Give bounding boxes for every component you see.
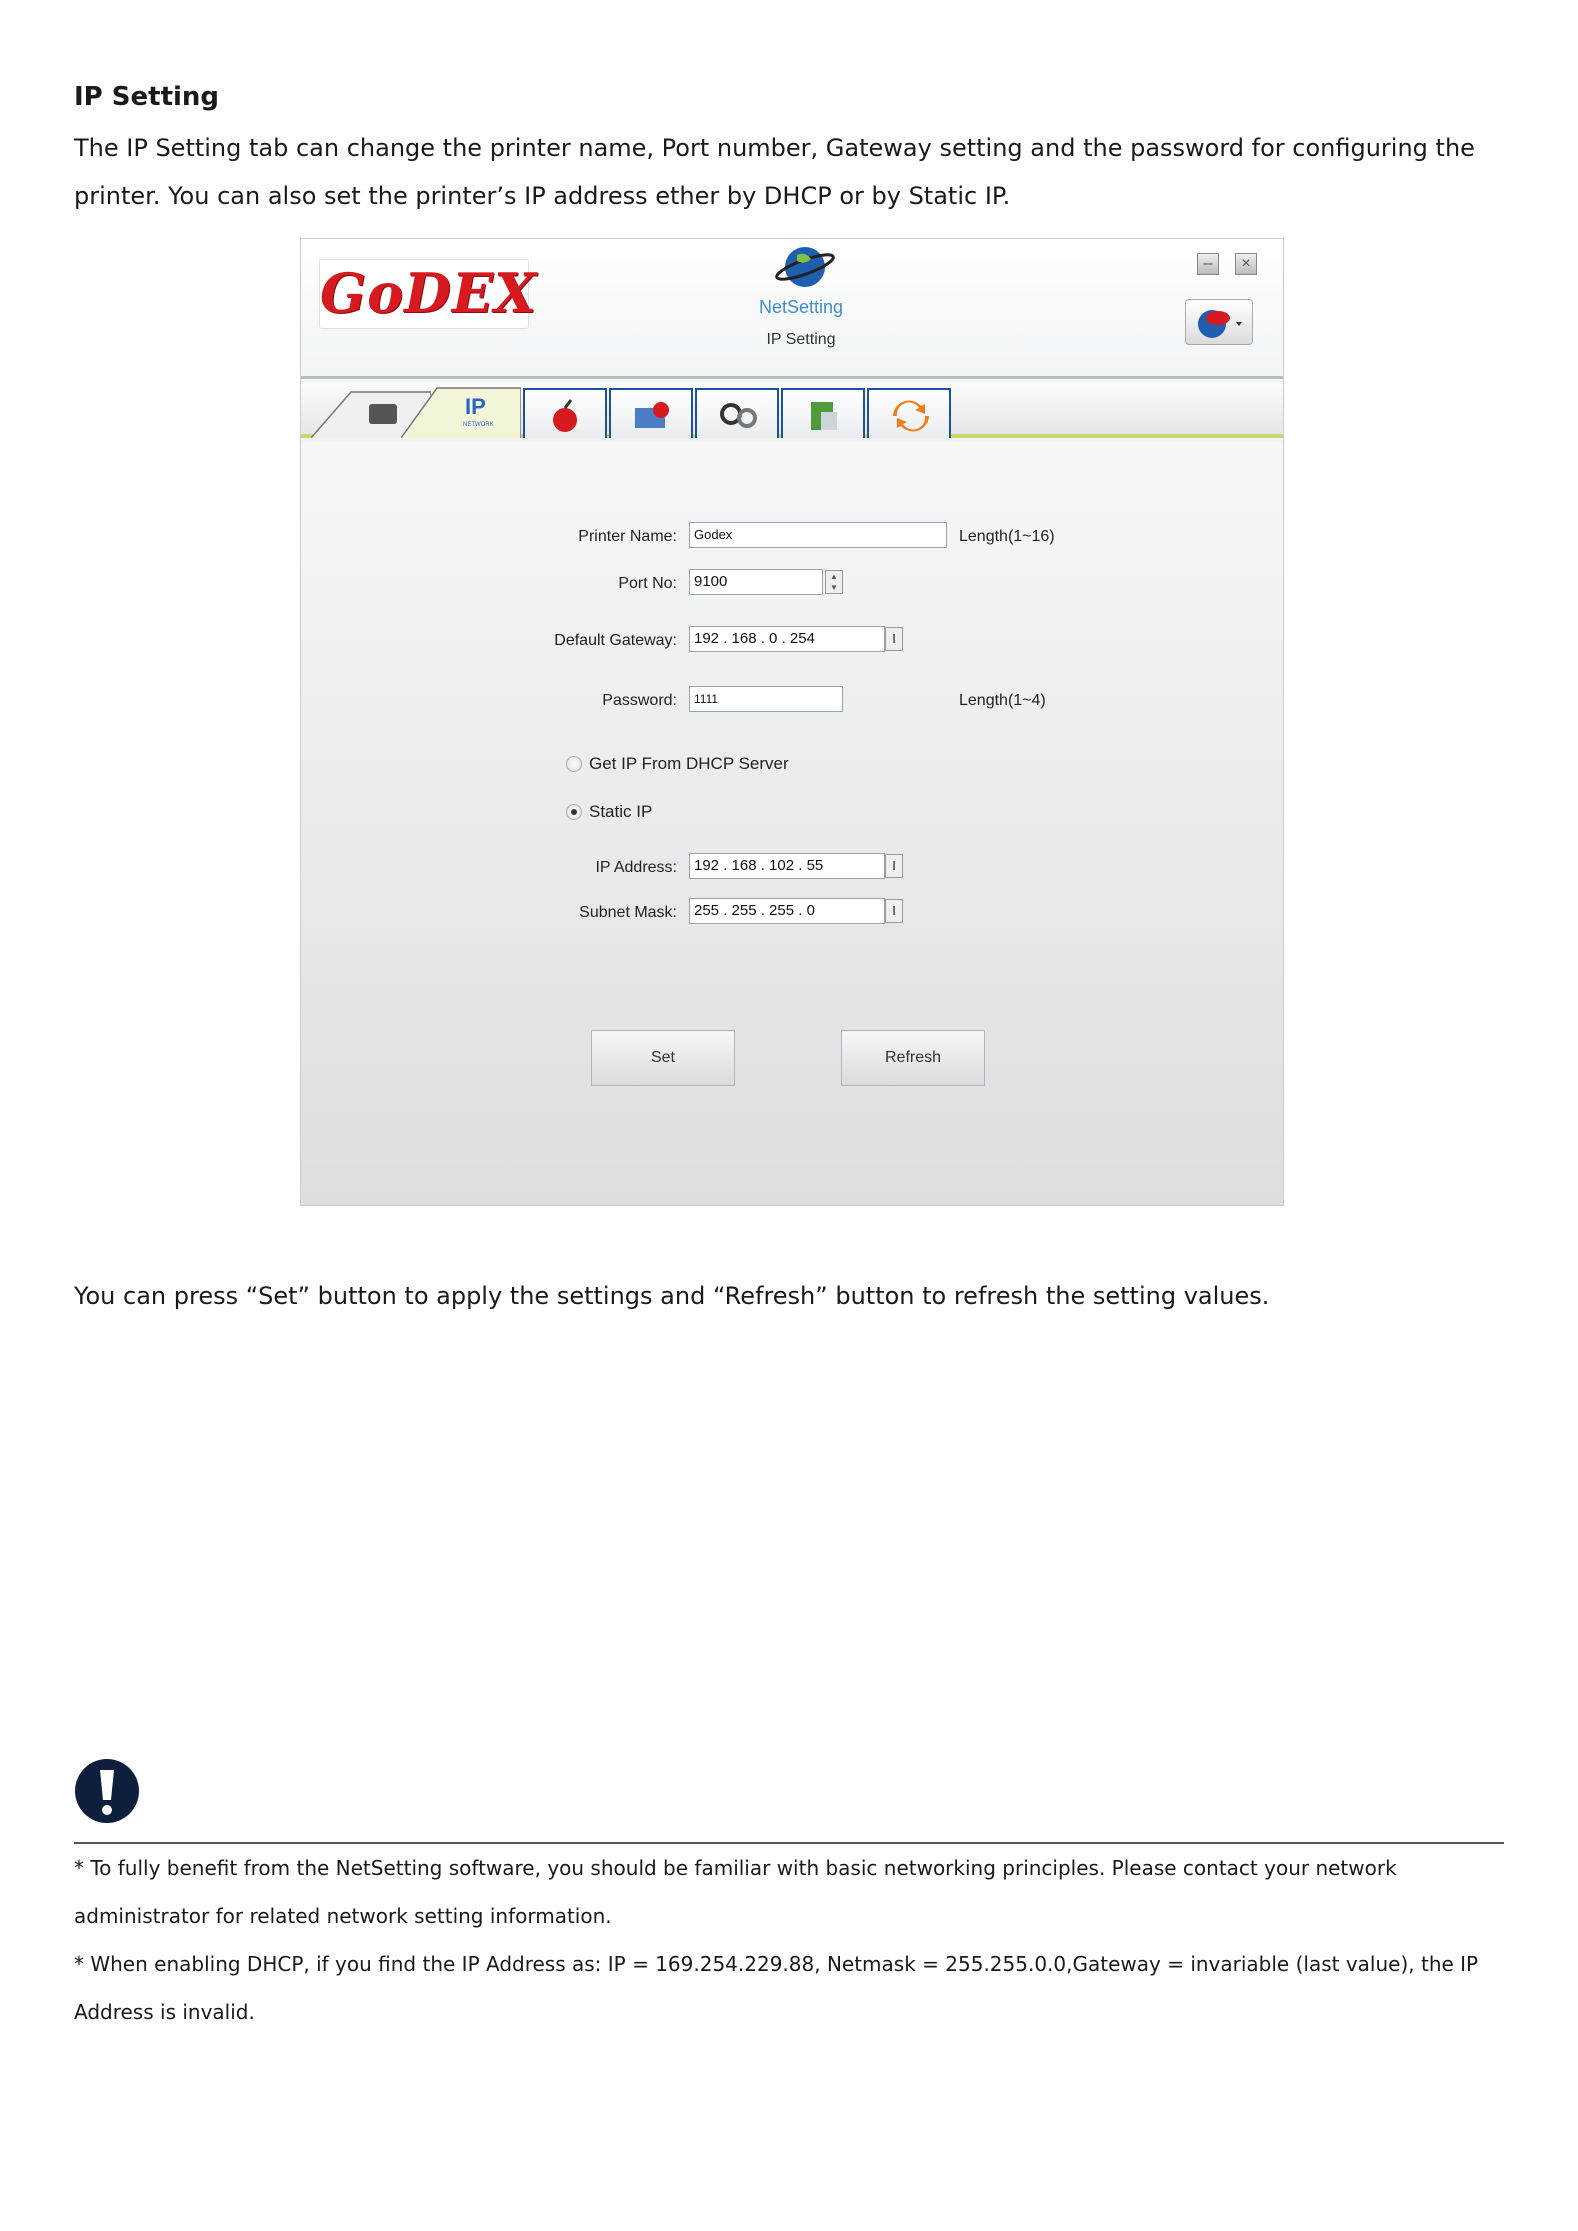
tab-alert[interactable]: [523, 388, 607, 438]
gateway-input[interactable]: 192 . 168 . 0 . 254: [689, 626, 885, 652]
password-hint: Length(1~4): [959, 692, 1046, 709]
dhcp-radio-label: Get IP From DHCP Server: [589, 754, 789, 773]
godex-logo: GoDEX: [319, 259, 529, 329]
ip-address-button[interactable]: I: [885, 854, 903, 878]
refresh-button[interactable]: Refresh: [841, 1030, 985, 1086]
svg-text:NETWORK: NETWORK: [463, 422, 494, 428]
dhcp-radio[interactable]: [566, 756, 582, 772]
netsetting-globe-icon: [771, 243, 839, 293]
section-heading: IP Setting: [74, 82, 220, 112]
intro-paragraph: The IP Setting tab can change the printer name, Port number, Gateway setting and the password for configuring the printer. You can also set the printer’s IP address ether by DHCP or by Static IP.: [74, 134, 1475, 210]
static-ip-radio[interactable]: [566, 804, 582, 820]
note-networking: * To fully benefit from the NetSetting software, you should be familiar with basic networking principles. Please contact your network administrator for related network setting information.: [74, 1856, 1397, 1928]
static-ip-radio-label: Static IP: [589, 802, 653, 821]
set-refresh-paragraph: You can press “Set” button to apply the settings and “Refresh” button to refresh the setting values.: [74, 1282, 1270, 1310]
subnet-mask-input[interactable]: 255 . 255 . 255 . 0: [689, 898, 885, 924]
svg-text:IP: IP: [465, 394, 486, 419]
language-globe-icon: [1186, 300, 1252, 344]
ip-setting-panel: [301, 442, 1283, 1206]
exclamation-note-icon: [74, 1758, 140, 1824]
app-name: NetSetting: [758, 297, 844, 317]
file-icon: [805, 398, 845, 434]
gateway-ip-button[interactable]: I: [885, 627, 903, 651]
window-header: [301, 239, 1283, 379]
gateway-label: Default Gateway:: [554, 632, 677, 649]
password-label: Password:: [602, 692, 677, 709]
ip-address-input[interactable]: 192 . 168 . 102 . 55: [689, 853, 885, 879]
refresh-arrows-icon: [891, 398, 931, 434]
tab-ip[interactable]: [401, 384, 521, 438]
printer-name-label: Printer Name:: [578, 528, 677, 545]
set-button[interactable]: Set: [591, 1030, 735, 1086]
minimize-button[interactable]: –: [1197, 253, 1219, 275]
tools-icon: [719, 398, 759, 434]
ip-address-label: IP Address:: [595, 859, 677, 876]
page-title: IP Setting: [766, 331, 836, 348]
subnet-mask-button[interactable]: I: [885, 899, 903, 923]
subnet-mask-label: Subnet Mask:: [579, 904, 677, 921]
port-stepper[interactable]: ▲ ▼: [825, 570, 843, 594]
printer-name-hint: Length(1~16): [959, 528, 1055, 545]
tab-bar: [301, 382, 1283, 438]
tab-mail[interactable]: [609, 388, 693, 438]
tab-file[interactable]: [781, 388, 865, 438]
language-button[interactable]: [1185, 299, 1253, 345]
netsetting-window: [300, 238, 1284, 1206]
port-label: Port No:: [618, 575, 677, 592]
mail-alert-icon: [633, 398, 673, 434]
close-button[interactable]: ×: [1235, 253, 1257, 275]
password-input[interactable]: 1111: [689, 686, 843, 712]
tab-tools[interactable]: [695, 388, 779, 438]
printer-name-input[interactable]: Godex: [689, 522, 947, 548]
note-dhcp: * When enabling DHCP, if you find the IP Address as: IP = 169.254.229.88, Netmask = 255.255.0.0,Gateway = invariable (last value), the IP Address is invalid.: [74, 1952, 1479, 2024]
bomb-icon: [547, 398, 587, 434]
port-input[interactable]: 9100: [689, 569, 823, 595]
tab-refresh[interactable]: [867, 388, 951, 438]
